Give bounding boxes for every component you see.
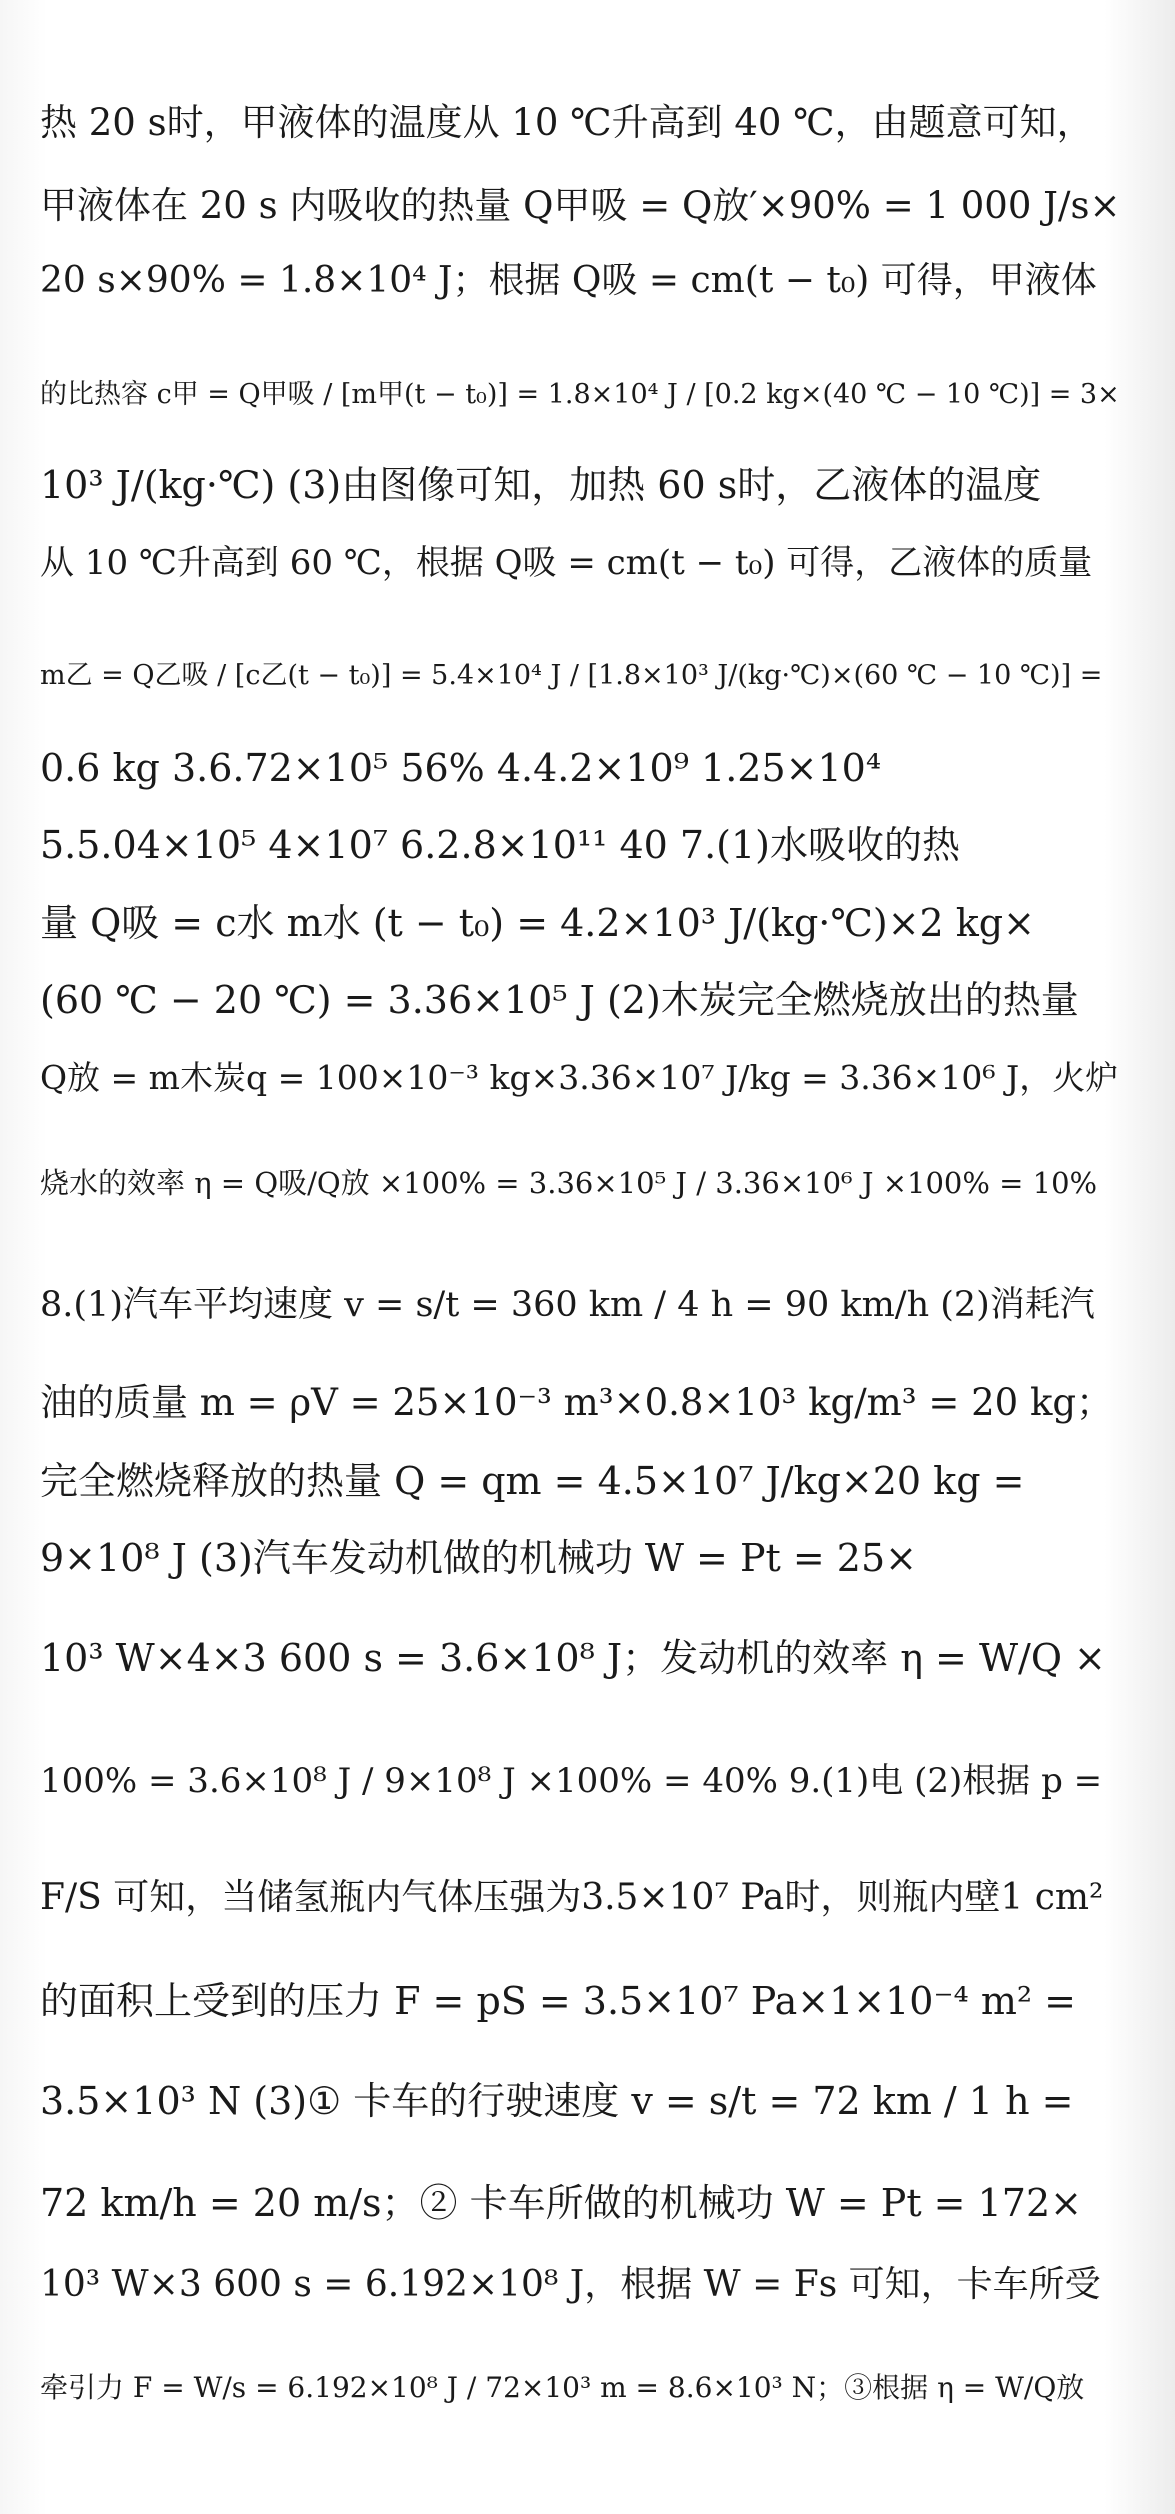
text-line-22: 3.5×10³ N (3)① 卡车的行驶速度 v = s/t = 72 km / 1 h = — [40, 2079, 1074, 2123]
text-line-2: 甲液体在 20 s 内吸收的热量 Q甲吸 = Q放′×90% = 1 000 J/s× — [40, 184, 1120, 227]
text-line-21: 的面积上受到的压力 F = pS = 3.5×10⁷ Pa×1×10⁻⁴ m² = — [40, 1979, 1077, 2023]
text-line-11: (60 ℃ − 20 ℃) = 3.36×10⁵ J (2)木炭完全燃烧放出的热量 — [40, 978, 1079, 1022]
text-line-13: 烧水的效率 η = Q吸/Q放 ×100% = 3.36×10⁵ J / 3.36×10⁶ J ×100% = 10% — [40, 1166, 1098, 1200]
text-line-24: 10³ W×3 600 s = 6.192×10⁸ J，根据 W = Fs 可知，卡车所受 — [40, 2264, 1101, 2305]
text-line-25: 牵引力 F = W/s = 6.192×10⁸ J / 72×10³ m = 8.6×10³ N；③根据 η = W/Q放 — [40, 2371, 1085, 2404]
text-line-19: 100% = 3.6×10⁸ J / 9×10⁸ J ×100% = 40% 9.(1)电 (2)根据 p = — [40, 1761, 1103, 1801]
text-line-4: 的比热容 c甲 = Q甲吸 / [m甲(t − t₀)] = 1.8×10⁴ J / [0.2 kg×(40 ℃ − 10 ℃)] = 3× — [40, 379, 1120, 410]
text-line-7: m乙 = Q乙吸 / [c乙(t − t₀)] = 5.4×10⁴ J / [1.8×10³ J/(kg·℃)×(60 ℃ − 10 ℃)] = — [40, 660, 1103, 691]
text-line-3: 20 s×90% = 1.8×10⁴ J；根据 Q吸 = cm(t − t₀) 可得，甲液体 — [40, 260, 1097, 301]
text-line-9: 5.5.04×10⁵ 4×10⁷ 6.2.8×10¹¹ 40 7.(1)水吸收的热 — [40, 823, 960, 867]
text-line-17: 9×10⁸ J (3)汽车发动机做的机械功 W = Pt = 25× — [40, 1536, 917, 1580]
text-line-15: 油的质量 m = ρV = 25×10⁻³ m³×0.8×10³ kg/m³ = 20 kg； — [40, 1381, 1114, 1424]
text-line-12: Q放 = m木炭q = 100×10⁻³ kg×3.36×10⁷ J/kg = 3.36×10⁶ J，火炉 — [40, 1058, 1119, 1097]
text-line-14: 8.(1)汽车平均速度 v = s/t = 360 km / 4 h = 90 km/h (2)消耗汽 — [40, 1285, 1095, 1325]
text-line-16: 完全燃烧释放的热量 Q = qm = 4.5×10⁷ J/kg×20 kg = — [40, 1459, 1025, 1503]
text-line-1: 热 20 s时，甲液体的温度从 10 ℃升高到 40 ℃，由题意可知， — [40, 101, 1094, 144]
text-line-18: 10³ W×4×3 600 s = 3.6×10⁸ J；发动机的效率 η = W/Q × — [40, 1636, 1106, 1680]
text-line-8: 0.6 kg 3.6.72×10⁵ 56% 4.4.2×10⁹ 1.25×10⁴ — [40, 746, 882, 790]
text-line-5: 10³ J/(kg·℃) (3)由图像可知，加热 60 s时，乙液体的温度 — [40, 463, 1042, 507]
text-line-23: 72 km/h = 20 m/s；② 卡车所做的机械功 W = Pt = 172× — [40, 2181, 1082, 2225]
text-line-10: 量 Q吸 = c水 m水 (t − t₀) = 4.2×10³ J/(kg·℃)×2 kg× — [40, 901, 1035, 945]
text-line-6: 从 10 ℃升高到 60 ℃，根据 Q吸 = cm(t − t₀) 可得，乙液体的质量 — [40, 543, 1093, 583]
text-line-20: F/S 可知，当储氢瓶内气体压强为3.5×10⁷ Pa时，则瓶内壁1 cm² — [40, 1877, 1104, 1918]
